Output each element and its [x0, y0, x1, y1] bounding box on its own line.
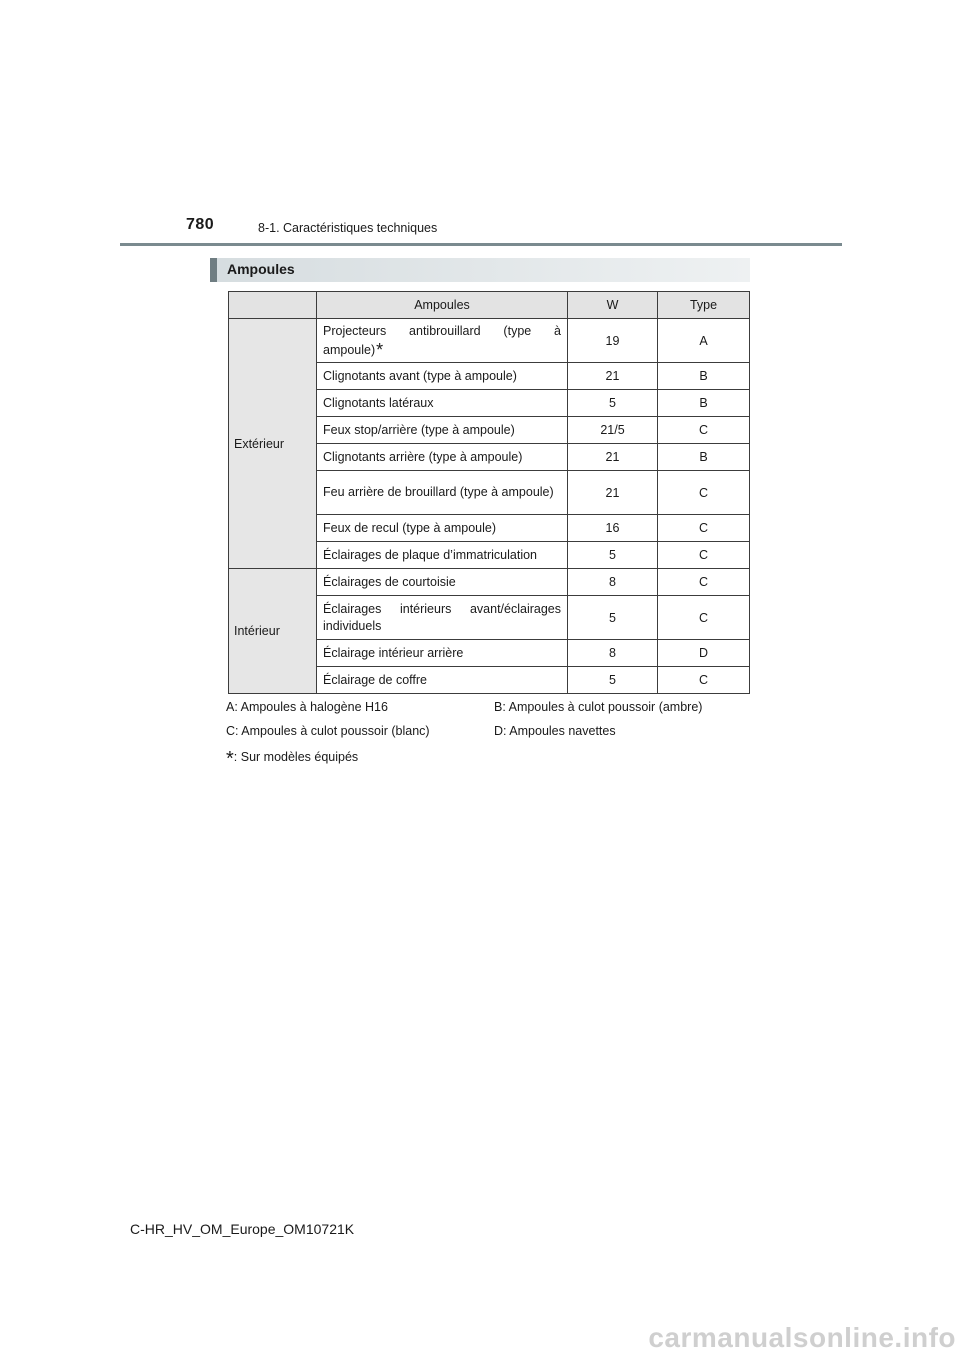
bulb-name: Éclairages de plaque d’immatriculation [317, 542, 568, 569]
bulb-watts: 8 [568, 640, 658, 667]
footnote: *: Sur modèles équipés [226, 748, 359, 770]
bulb-name: Éclairage intérieur arrière [317, 640, 568, 667]
bulb-watts: 21 [568, 444, 658, 471]
bulb-type: C [658, 667, 750, 694]
bulb-watts: 8 [568, 569, 658, 596]
document-id: C-HR_HV_OM_Europe_OM10721K [130, 1221, 355, 1237]
page-number: 780 [186, 216, 215, 233]
bulb-name: Projecteurs antibrouillard (type à ampoule)* [317, 319, 568, 363]
column-header-type: Type [658, 292, 750, 319]
legend-item-a: A: Ampoules à halogène H16 [226, 700, 388, 714]
column-header-group [229, 292, 317, 319]
bulb-name: Feux de recul (type à ampoule) [317, 515, 568, 542]
bulbs-table [228, 291, 750, 694]
legend-item-b: B: Ampoules à culot poussoir (ambre) [494, 700, 703, 714]
section-heading [210, 258, 750, 282]
bulb-type: C [658, 471, 750, 515]
bulb-type: C [658, 417, 750, 444]
table-header-row [229, 292, 750, 319]
bulb-watts: 16 [568, 515, 658, 542]
bulb-watts: 19 [568, 319, 658, 363]
bulb-watts: 21 [568, 471, 658, 515]
bulb-name: Clignotants latéraux [317, 390, 568, 417]
bulb-type: B [658, 390, 750, 417]
bulb-type: C [658, 596, 750, 640]
column-header-bulbs: Ampoules [317, 292, 568, 319]
bulb-type: B [658, 363, 750, 390]
bulb-name: Feux stop/arrière (type à ampoule) [317, 417, 568, 444]
footnote-marker: * [376, 339, 384, 360]
bulb-watts: 21/5 [568, 417, 658, 444]
legend-item-d: D: Ampoules navettes [494, 724, 616, 738]
bulb-type: C [658, 569, 750, 596]
group-label-interior: Intérieur [229, 569, 317, 694]
bulb-name: Feu arrière de brouillard (type à ampoule) [317, 471, 568, 515]
footnote-marker: * [226, 748, 234, 770]
table-row [229, 569, 750, 596]
header-divider [120, 243, 842, 246]
bulb-watts: 5 [568, 667, 658, 694]
column-header-watts: W [568, 292, 658, 319]
bulb-watts: 21 [568, 363, 658, 390]
bulb-type: B [658, 444, 750, 471]
legend-item-c: C: Ampoules à culot poussoir (blanc) [226, 724, 430, 738]
bulb-type: D [658, 640, 750, 667]
bulb-type: C [658, 542, 750, 569]
watermark: carmanualsonline.info [648, 1322, 956, 1353]
group-label-exterior: Extérieur [229, 319, 317, 569]
bulb-name: Éclairages intérieurs avant/éclairages individuels [317, 596, 568, 640]
bulb-name: Clignotants avant (type à ampoule) [317, 363, 568, 390]
bulb-watts: 5 [568, 390, 658, 417]
bulb-watts: 5 [568, 542, 658, 569]
bulb-name: Éclairages de courtoisie [317, 569, 568, 596]
section-heading-text: Ampoules [227, 261, 295, 277]
table-row [229, 319, 750, 363]
bulb-name: Éclairage de coffre [317, 667, 568, 694]
bulb-watts: 5 [568, 596, 658, 640]
bulb-name: Clignotants arrière (type à ampoule) [317, 444, 568, 471]
bulb-type: A [658, 319, 750, 363]
bulb-type: C [658, 515, 750, 542]
section-title: 8-1. Caractéristiques techniques [258, 221, 438, 235]
